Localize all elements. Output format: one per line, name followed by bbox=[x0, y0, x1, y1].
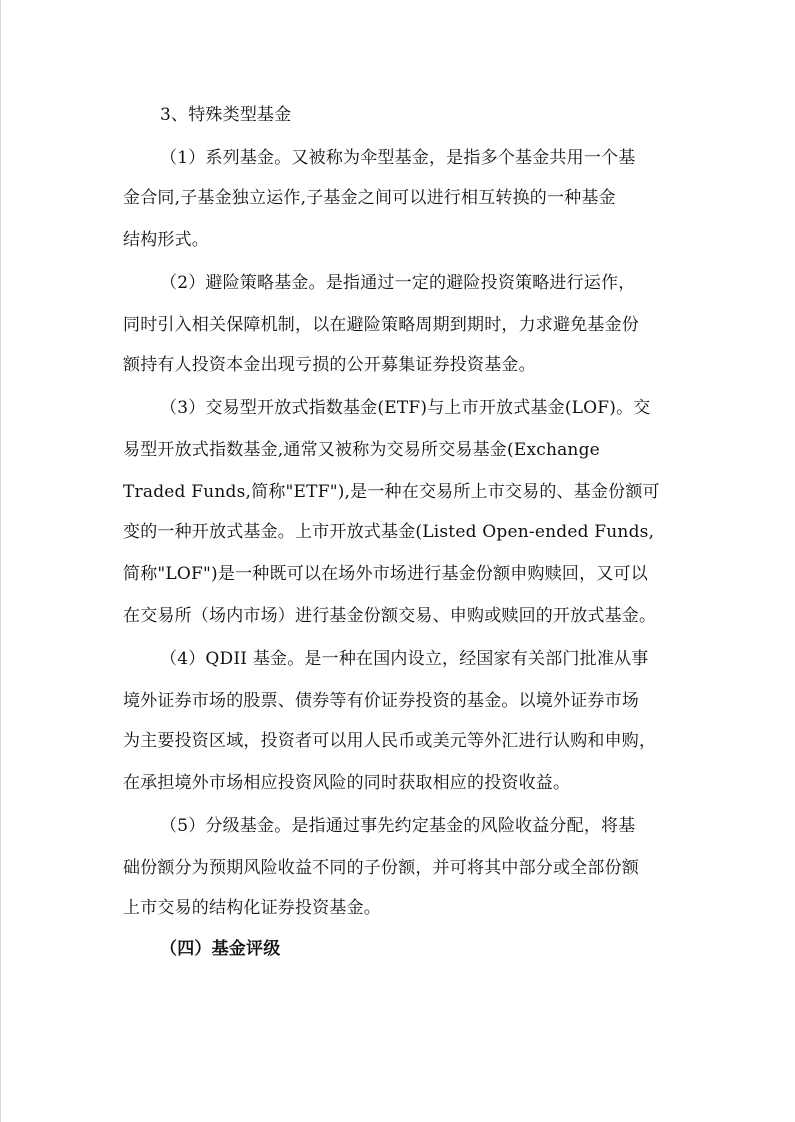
paragraph-line: （3）交易型开放式指数基金(ETF)与上市开放式基金(LOF)。交 bbox=[160, 398, 651, 418]
page-left-border bbox=[0, 0, 1, 1122]
paragraph-line: 在交易所（场内市场）进行基金份额交易、申购或赎回的开放式基金。 bbox=[123, 606, 657, 626]
paragraph-line: 结构形式。 bbox=[123, 230, 209, 250]
section-heading: 3、特殊类型基金 bbox=[160, 105, 292, 125]
paragraph-line: （4）QDII 基金。是一种在国内设立，经国家有关部门批准从事 bbox=[160, 649, 649, 669]
paragraph-line: Traded Funds,简称"ETF"),是一种在交易所上市交易的、基金份额可 bbox=[123, 482, 660, 502]
paragraph-line: （2）避险策略基金。是指通过一定的避险投资策略进行运作， bbox=[160, 273, 636, 293]
paragraph-line: 易型开放式指数基金,通常又被称为交易所交易基金(Exchange bbox=[123, 440, 600, 460]
paragraph-line: 境外证券市场的股票、债券等有价证券投资的基金。以境外证券市场 bbox=[123, 691, 639, 711]
paragraph-line: 金合同,子基金独立运作,子基金之间可以进行相互转换的一种基金 bbox=[123, 188, 616, 208]
paragraph-line: 简称"LOF")是一种既可以在场外市场进行基金份额申购赎回，又可以 bbox=[123, 564, 648, 584]
paragraph-line: 上市交易的结构化证券投资基金。 bbox=[123, 898, 381, 918]
paragraph-line: 额持有人投资本金出现亏损的公开募集证券投资基金。 bbox=[123, 355, 536, 375]
subsection-heading: （四）基金评级 bbox=[160, 939, 281, 959]
paragraph-line: 同时引入相关保障机制，以在避险策略周期到期时，力求避免基金份 bbox=[123, 315, 639, 335]
paragraph-line: 在承担境外市场相应投资风险的同时获取相应的投资收益。 bbox=[123, 773, 571, 793]
paragraph-line: 为主要投资区域，投资者可以用人民币或美元等外汇进行认购和申购， bbox=[123, 731, 657, 751]
paragraph-line: 变的一种开放式基金。上市开放式基金(Listed Open-ended Funds, bbox=[123, 522, 655, 542]
paragraph-line: （1）系列基金。又被称为伞型基金，是指多个基金共用一个基 bbox=[160, 148, 636, 168]
paragraph-line: （5）分级基金。是指通过事先约定基金的风险收益分配，将基 bbox=[160, 816, 636, 836]
paragraph-line: 础份额分为预期风险收益不同的子份额，并可将其中部分或全部份额 bbox=[123, 858, 639, 878]
